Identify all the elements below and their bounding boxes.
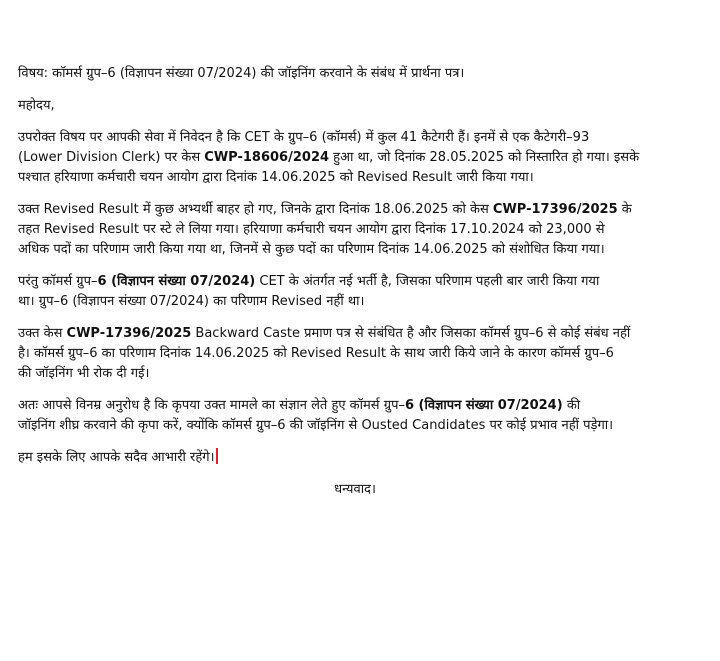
text-run: के (617, 202, 632, 217)
paragraph-4-line-2: है। कॉमर्स ग्रुप–6 का परिणाम दिनांक 14.06.2025 को Revised Result के साथ जारी किये जाने के कारण कॉमर्स ग्रुप–6 (18, 346, 614, 361)
thanks-text: हम इसके लिए आपके सदैव आभारी रहेंगे। (18, 450, 215, 465)
subject-line: विषय: कॉमर्स ग्रुप–6 (विज्ञापन संख्या 07/2024) की जॉइनिंग करवाने के संबंध में प्रार्थना पत्र। (18, 66, 465, 81)
paragraph-4-line-1 (18, 324, 706, 344)
paragraph-2-line-3: अधिक पदों का परिणाम जारी किया गया था, जिनमें से कुछ पदों का परिणाम दिनांक 14.06.2025 को संशोधित किया गया। (18, 242, 605, 257)
text-run: की (562, 398, 581, 413)
paragraph-3-line-1 (18, 272, 706, 292)
paragraph-1-line-1: उपरोक्त विषय पर आपकी सेवा में निवेदन है कि CET के ग्रुप–6 (कॉमर्स) में कुल 41 कैटेगरी हैं। इनमें से एक कैटेगरी–93 (18, 130, 590, 145)
advertisement-reference: 6 (विज्ञापन संख्या 07/2024) (404, 398, 563, 413)
advertisement-reference: 6 (विज्ञापन संख्या 07/2024) (97, 274, 256, 289)
text-run: (Lower Division Clerk) पर केस (18, 150, 205, 165)
text-run: परंतु कॉमर्स ग्रुप– (18, 274, 98, 289)
text-run: Backward Caste प्रमाण पत्र से संबंधित है और जिसका कॉमर्स ग्रुप–6 से कोई संबंध नहीं (191, 326, 631, 341)
thanks-line[interactable] (18, 448, 706, 468)
case-number: CWP-17396/2025 (492, 202, 618, 217)
paragraph-3 (18, 272, 706, 312)
paragraph-5 (18, 396, 706, 436)
case-number: CWP-17396/2025 (66, 326, 192, 341)
text-run: उक्त Revised Result में कुछ अभ्यर्थी बाहर हो गए, जिनके द्वारा दिनांक 18.06.2025 को केस (18, 202, 493, 217)
closing-line: धन्यवाद। (334, 482, 376, 497)
paragraph-3-line-2: था। ग्रुप–6 (विज्ञापन संख्या 07/2024) का परिणाम Revised नहीं था। (18, 294, 365, 309)
paragraph-4-line-3: की जॉइनिंग भी रोक दी गई। (18, 366, 150, 381)
subject-paragraph (18, 64, 706, 84)
paragraph-1-line-2 (18, 148, 706, 168)
paragraph-2-line-2: तहत Revised Result पर स्टे ले लिया गया। हरियाणा कर्मचारी चयन आयोग द्वारा दिनांक 17.10.2024 को 23,000 से (18, 222, 605, 237)
case-number: CWP-18606/2024 (204, 150, 330, 165)
paragraph-2 (18, 200, 706, 260)
text-run: CET के अंतर्गत नई भर्ती है, जिसका परिणाम पहली बार जारी किया गया (255, 274, 600, 289)
paragraph-5-line-1 (18, 396, 706, 416)
paragraph-5-line-2: जॉइनिंग शीघ्र करवाने की कृपा करें, क्योंकि कॉमर्स ग्रुप–6 की जॉइनिंग से Ousted Candidates पर कोई प्रभाव नहीं पड़ेगा। (18, 418, 614, 433)
thanks-paragraph (18, 448, 706, 468)
paragraph-1-line-3: पश्चात हरियाणा कर्मचारी चयन आयोग द्वारा दिनांक 14.06.2025 को Revised Result जारी किया गया। (18, 170, 534, 185)
paragraph-1 (18, 128, 706, 188)
text-run: हुआ था, जो दिनांक 28.05.2025 को निस्तारित हो गया। इसके (329, 150, 640, 165)
salutation-paragraph (18, 96, 706, 116)
text-cursor (216, 448, 218, 464)
text-run: उक्त केस (18, 326, 67, 341)
paragraph-4 (18, 324, 706, 384)
salutation: महोदय, (18, 98, 55, 113)
text-run: अतः आपसे विनम्र अनुरोध है कि कृपया उक्त मामले का संज्ञान लेते हुए कॉमर्स ग्रुप– (18, 398, 405, 413)
paragraph-2-line-1 (18, 200, 706, 220)
